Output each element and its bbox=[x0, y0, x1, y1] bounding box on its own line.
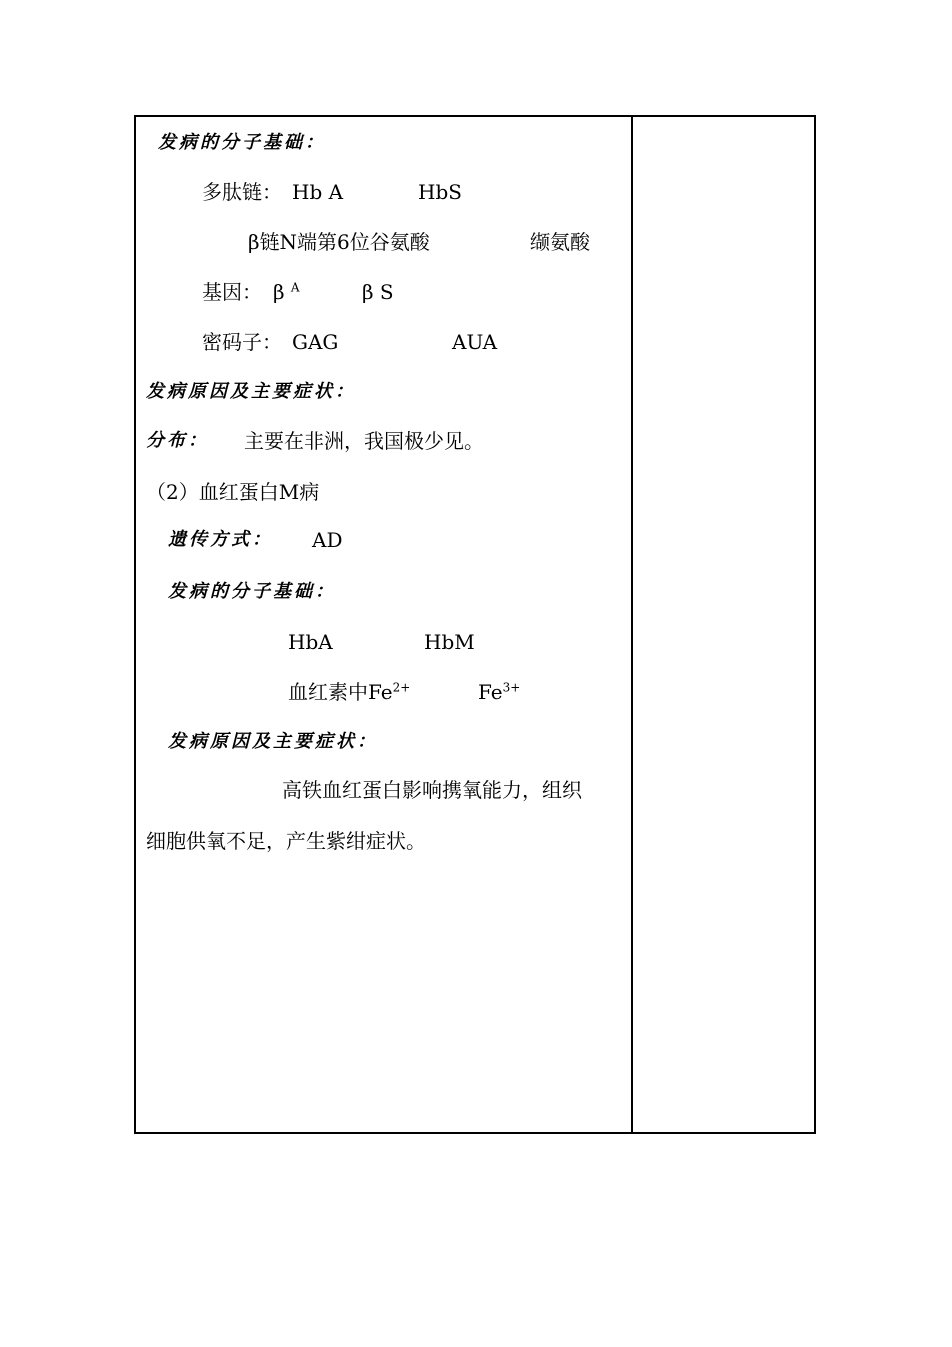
codon-mutant: AUA bbox=[452, 330, 498, 354]
gene-normal bbox=[273, 280, 300, 304]
inheritance-heading: 遗传方式： bbox=[168, 529, 273, 550]
heme-fe2 bbox=[288, 680, 410, 704]
hbm-normal: HbA bbox=[288, 630, 333, 654]
codon-label: 密码子： bbox=[202, 330, 282, 354]
polypeptide-mutant: HbS bbox=[418, 180, 462, 204]
heme-sup: 2+ bbox=[392, 680, 411, 695]
distribution-text: 主要在非洲，我国极少见。 bbox=[244, 429, 484, 453]
gene-mutant: β S bbox=[362, 280, 394, 304]
gene-label: 基因： bbox=[202, 280, 262, 304]
hbm-title: （2）血红蛋白M病 bbox=[146, 480, 320, 504]
cause-heading: 发病原因及主要症状： bbox=[146, 381, 356, 402]
codon-normal: GAG bbox=[292, 330, 339, 354]
polypeptide-label: 多肽链： bbox=[202, 180, 282, 204]
hbm-symptom-line1: 高铁血红蛋白影响携氧能力，组织 bbox=[282, 778, 582, 802]
heme-fe3 bbox=[478, 680, 520, 704]
polypeptide-normal: Hb A bbox=[292, 180, 344, 204]
gene-normal-base: β bbox=[273, 280, 285, 304]
molecular-basis-heading: 发病的分子基础： bbox=[158, 132, 326, 153]
gene-normal-sup: A bbox=[290, 280, 300, 295]
fe3-sup: 3+ bbox=[502, 680, 521, 695]
beta-chain-position: β链N端第6位谷氨酸 bbox=[248, 230, 430, 254]
hbm-symptom-line2: 细胞供氧不足，产生紫绀症状。 bbox=[146, 829, 426, 853]
column-divider bbox=[631, 115, 633, 1134]
inheritance-value: AD bbox=[312, 528, 343, 552]
hbm-molecular-basis-heading: 发病的分子基础： bbox=[168, 581, 336, 602]
fe3-base: Fe bbox=[478, 680, 503, 704]
hbm-cause-heading: 发病原因及主要症状： bbox=[168, 731, 378, 752]
hbm-mutant: HbM bbox=[424, 630, 475, 654]
table-frame bbox=[134, 115, 816, 1134]
distribution-heading: 分布： bbox=[146, 430, 209, 451]
beta-chain-mutant: 缬氨酸 bbox=[530, 230, 590, 254]
heme-text: 血红素中Fe bbox=[288, 680, 393, 704]
